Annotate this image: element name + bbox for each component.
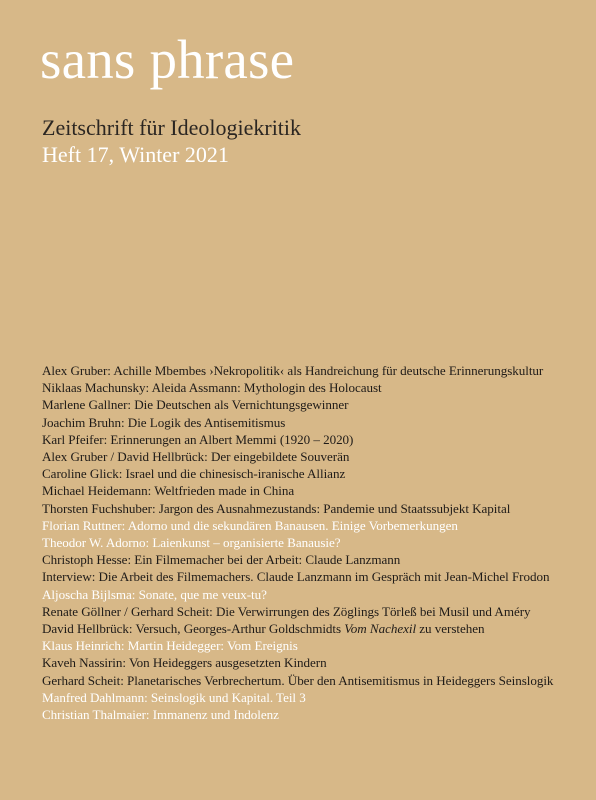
toc-item: Theodor W. Adorno: Laienkunst – organisierte Banausie? xyxy=(42,535,341,551)
toc-item-text: zu verstehen xyxy=(416,621,485,637)
toc-item: Kaveh Nassirin: Von Heideggers ausgesetzten Kindern xyxy=(42,655,327,671)
toc-item: Alex Gruber: Achille Mbembes ›Nekropolitik‹ als Handreichung für deutsche Erinnerungskultur xyxy=(42,363,544,378)
toc-item: Marlene Gallner: Die Deutschen als Vernichtungsgewinner xyxy=(42,397,349,413)
toc-item-book-title: Vom Nachexil xyxy=(344,621,417,637)
toc-item: Michael Heidemann: Weltfrieden made in China xyxy=(42,483,295,499)
toc-item: Niklaas Machunsky: Aleida Assmann: Mythologin des Holocaust xyxy=(42,380,382,396)
toc-item: Joachim Bruhn: Die Logik des Antisemitismus xyxy=(42,414,286,430)
toc-item: Thorsten Fuchshuber: Jargon des Ausnahmezustands: Pandemie und Staatssubjekt Kapital xyxy=(42,500,511,516)
toc-item: Renate Göllner / Gerhard Scheit: Die Verwirrungen des Zöglings Törleß bei Musil und Améry xyxy=(42,603,531,619)
toc-item: Gerhard Scheit: Planetarisches Verbrechertum. Über den Antisemitismus in Heideggers Seinslogik xyxy=(42,672,554,688)
toc-item: Christoph Hesse: Ein Filmemacher bei der Arbeit: Claude Lanzmann xyxy=(42,552,401,568)
magazine-subtitle: Zeitschrift für Ideologiekritik xyxy=(42,115,302,140)
issue-label: Heft 17, Winter 2021 xyxy=(42,142,229,167)
toc-item: Caroline Glick: Israel und die chinesisch-iranische Allianz xyxy=(42,466,346,482)
toc-item-text: David Hellbrück: Versuch, Georges-Arthur Goldschmidts xyxy=(42,621,345,637)
toc-item: Aljoscha Bijlsma: Sonate, que me veux-tu? xyxy=(42,586,267,602)
magazine-title: sans phrase xyxy=(40,29,295,90)
toc-item: Klaus Heinrich: Martin Heidegger: Vom Ereignis xyxy=(42,638,298,654)
toc-item: Karl Pfeifer: Erinnerungen an Albert Memmi (1920 – 2020) xyxy=(42,431,354,447)
toc-item: Manfred Dahlmann: Seinslogik und Kapital. Teil 3 xyxy=(42,689,306,705)
toc-item xyxy=(42,620,588,637)
table-of-contents xyxy=(42,362,588,723)
toc-item: Christian Thalmaier: Immanenz und Indolenz xyxy=(42,707,279,723)
toc-item: Alex Gruber / David Hellbrück: Der eingebildete Souverän xyxy=(42,449,350,465)
toc-item: Florian Ruttner: Adorno und die sekundären Banausen. Einige Vorbemerkungen xyxy=(42,517,458,533)
toc-item: Interview: Die Arbeit des Filmemachers. Claude Lanzmann im Gespräch mit Jean-Michel Frodon xyxy=(42,569,550,585)
